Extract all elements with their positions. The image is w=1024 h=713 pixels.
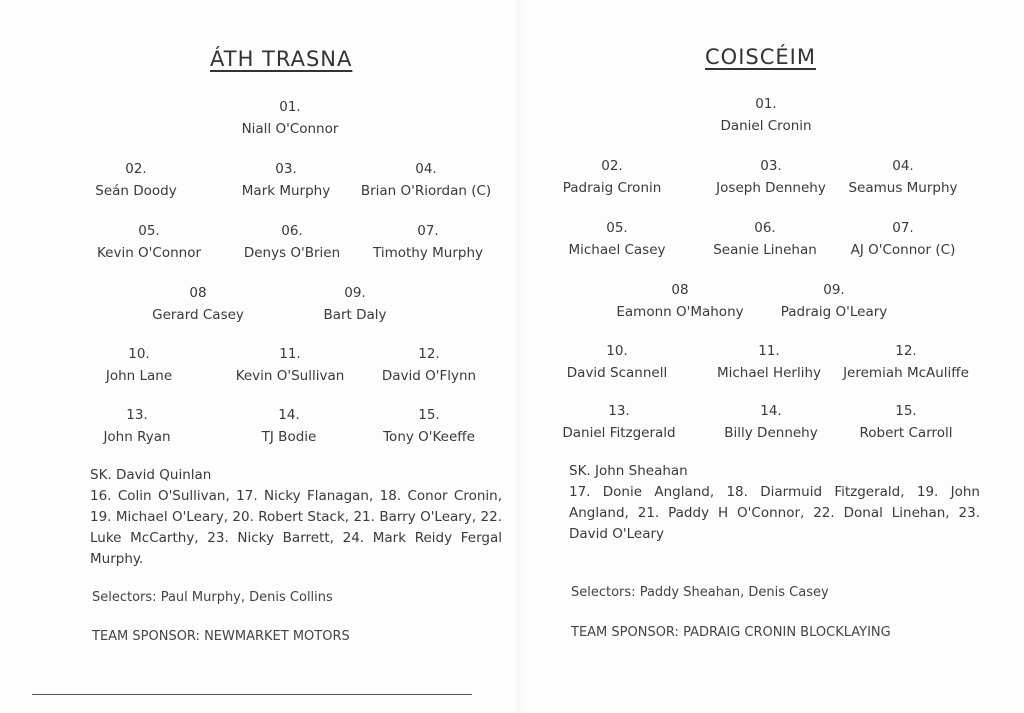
player-2 [95,158,176,202]
team-sponsor-right: TEAM SPONSOR: PADRAIG CRONIN BLOCKLAYING [571,625,891,640]
player-number: 11. [279,346,301,362]
player-number: 15. [895,403,917,419]
player-name: Niall O'Connor [241,121,339,137]
player-name: Kevin O'Connor [96,245,202,261]
player-number: 13. [126,407,148,423]
player-number: 02. [125,161,147,177]
player-name: Tony O'Keeffe [383,429,475,445]
player-number: 08 [671,282,689,298]
bottom-rule [32,694,472,695]
player-number: 09. [823,282,845,298]
player-10 [106,343,172,387]
player-8 [152,282,244,326]
player-name: Denys O'Brien [243,245,341,261]
player-name: Padraig Cronin [562,180,662,196]
player-5 [568,217,665,261]
player-12 [843,340,969,384]
player-name: TJ Bodie [261,429,317,445]
player-name: Seán Doody [95,183,177,199]
player-number: 14. [760,403,782,419]
player-number: 10. [128,346,150,362]
player-number: 03. [275,161,297,177]
player-number: 15. [418,407,440,423]
player-name: Daniel Fitzgerald [562,425,676,441]
player-4 [848,155,957,199]
player-name: David O'Flynn [381,368,477,384]
player-9 [781,279,888,323]
subs-block-right [569,461,980,545]
player-name: Robert Carroll [859,425,953,441]
team-sponsor-left: TEAM SPONSOR: NEWMARKET MOTORS [92,629,350,644]
player-name: Jeremiah McAuliffe [843,365,969,381]
player-15 [859,400,952,444]
player-number: 08 [189,285,207,301]
player-name: Gerard Casey [152,307,244,323]
player-number: 02. [601,158,623,174]
player-number: 07. [417,223,439,239]
player-7 [373,220,483,264]
goalkeeper-sub: SK. David Quinlan [90,467,212,483]
player-number: 12. [418,346,440,362]
team-title-left: ÁTH TRASNA [210,47,353,71]
player-13 [103,404,170,448]
player-number: 04. [892,158,914,174]
player-13 [562,400,675,444]
player-3 [716,155,826,199]
player-name: Billy Dennehy [724,425,818,441]
player-number: 05. [138,223,160,239]
player-number: 14. [278,407,300,423]
player-9 [323,282,386,326]
player-name: Kevin O'Sullivan [235,368,345,384]
player-number: 01. [279,99,301,115]
player-name: David Scannell [566,365,668,381]
player-number: 07. [892,220,914,236]
player-name: Eamonn O'Mahony [616,304,744,320]
substitutes-list: 16. Colin O'Sullivan, 17. Nicky Flanagan, 18. Conor Cronin, 19. Michael O'Leary, 20. Robert Stack, 21. Barry O'Leary, 22. Luke McCarthy, 23. Nicky Barrett, 24. Mark Reidy Fergal Murphy. [90,488,502,567]
player-7 [851,217,956,261]
player-number: 06. [281,223,303,239]
player-name: Seamus Murphy [848,180,958,196]
player-name: Brian O'Riordan (C) [360,183,492,199]
player-number: 05. [606,220,628,236]
player-name: John Lane [105,368,173,384]
player-1 [720,93,811,137]
player-name: Michael Casey [568,242,666,258]
player-number: 06. [754,220,776,236]
player-name: Mark Murphy [241,183,331,199]
player-11 [236,343,345,387]
player-number: 10. [606,343,628,359]
player-name: Michael Herlihy [716,365,822,381]
player-number: 03. [760,158,782,174]
player-10 [567,340,667,384]
player-name: John Ryan [103,429,171,445]
player-8 [616,279,743,323]
player-name: Timothy Murphy [373,245,483,261]
player-1 [242,96,339,140]
team-title-right: COISCÉIM [705,45,816,69]
subs-block-left [90,465,502,570]
player-14 [724,400,817,444]
player-name: AJ O'Connor (C) [850,242,956,258]
player-number: 12. [895,343,917,359]
player-4 [361,158,491,202]
player-11 [717,340,821,384]
player-number: 04. [415,161,437,177]
player-name: Joseph Dennehy [716,180,826,196]
player-14 [262,404,317,448]
player-15 [383,404,475,448]
player-2 [563,155,662,199]
player-6 [713,217,817,261]
goalkeeper-sub: SK. John Sheahan [569,463,688,479]
player-6 [244,220,340,264]
player-number: 13. [608,403,630,419]
selectors-left: Selectors: Paul Murphy, Denis Collins [92,590,333,605]
player-name: Padraig O'Leary [780,304,888,320]
player-name: Daniel Cronin [720,118,812,134]
right-page [512,0,1024,713]
player-name: Bart Daly [323,307,387,323]
player-number: 09. [344,285,366,301]
player-number: 11. [758,343,780,359]
player-12 [382,343,476,387]
player-5 [97,220,201,264]
player-number: 01. [755,96,777,112]
substitutes-list: 17. Donie Angland, 18. Diarmuid Fitzgerald, 19. John Angland, 21. Paddy H O'Connor, 22. Donal Linehan, 23. David O'Leary [569,484,980,542]
selectors-right: Selectors: Paddy Sheahan, Denis Casey [571,585,829,600]
player-name: Seanie Linehan [713,242,817,258]
player-3 [242,158,330,202]
